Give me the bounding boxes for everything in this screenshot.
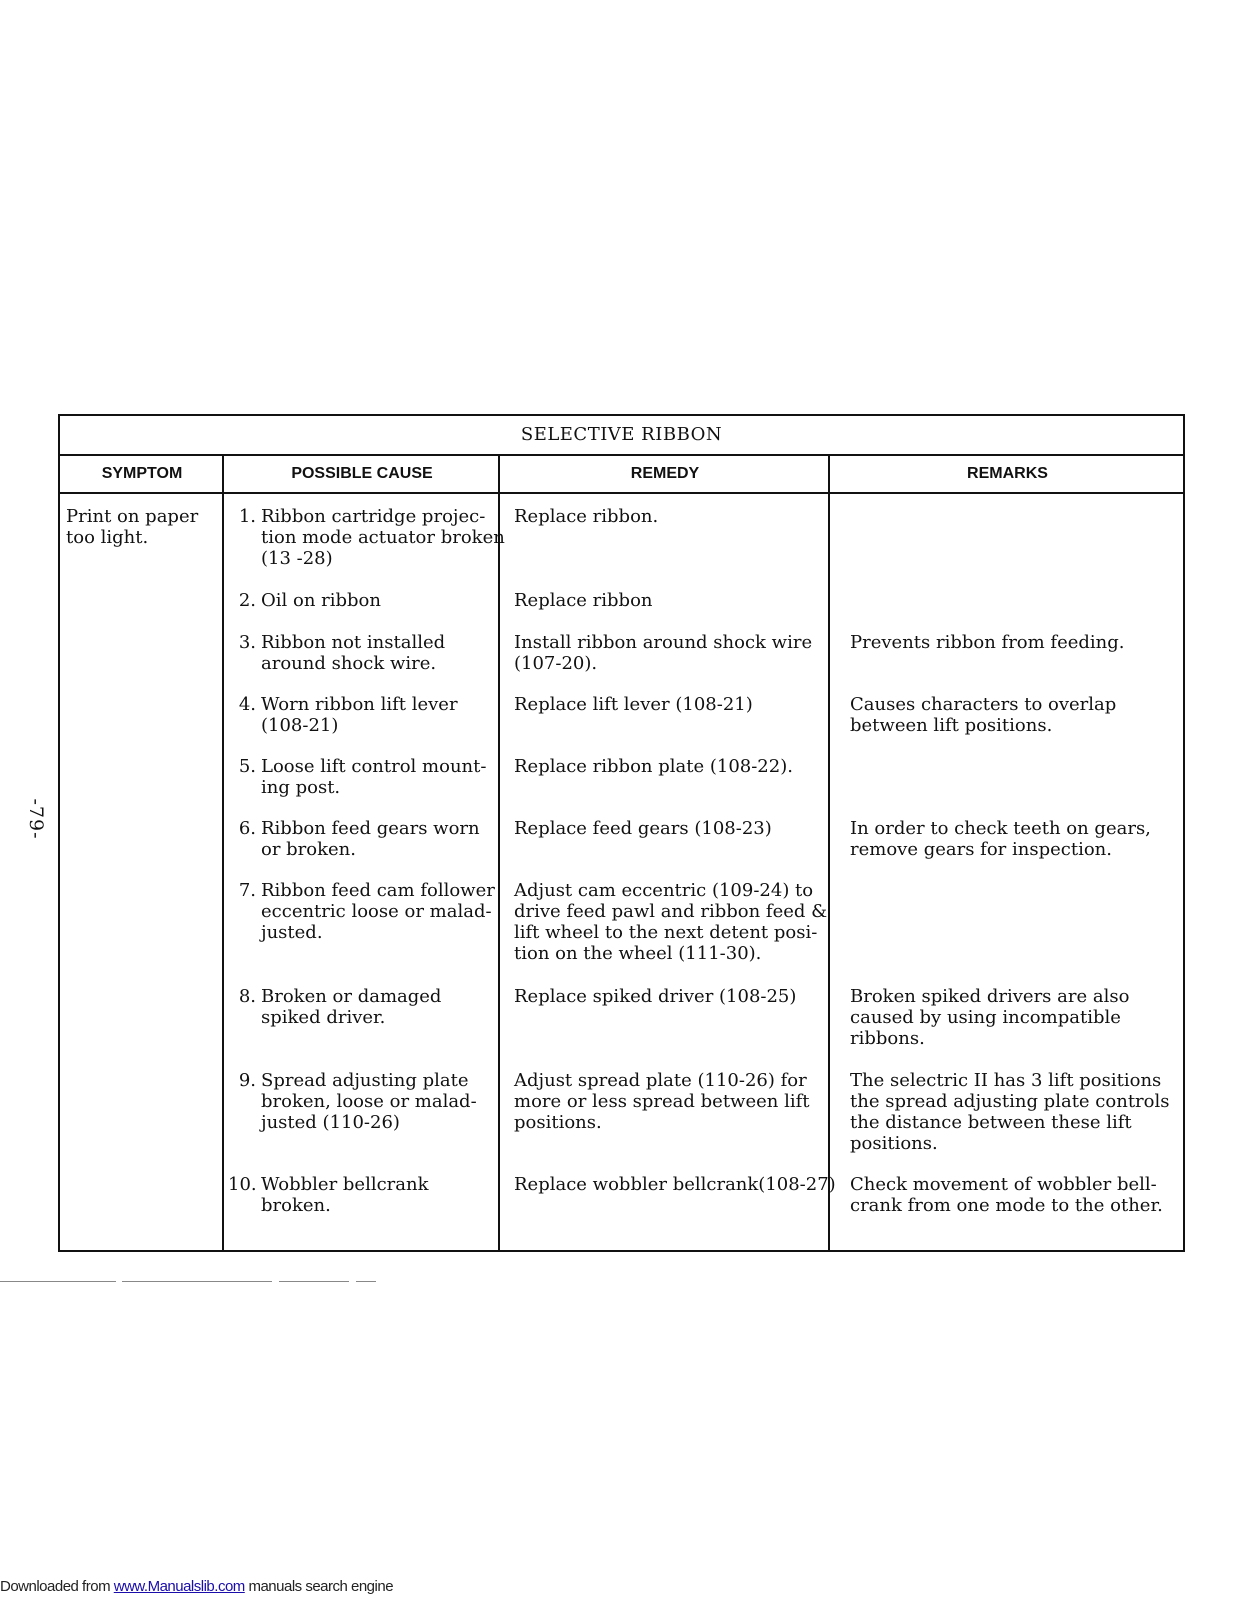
- cause-number: 1.: [238, 506, 256, 527]
- cause-line: Spread adjusting plate: [261, 1070, 469, 1091]
- cause-line: spiked driver.: [261, 1007, 386, 1028]
- remedy-cell: [514, 756, 849, 777]
- remedy-cell: [514, 1070, 849, 1133]
- remedy-line: Replace ribbon: [514, 590, 653, 611]
- cause-number: 6.: [238, 818, 256, 839]
- remark-line: ribbons.: [850, 1028, 925, 1049]
- cause-line: Broken or damaged: [261, 986, 442, 1007]
- remark-cell: [850, 986, 1185, 1049]
- remedy-line: positions.: [514, 1112, 602, 1133]
- remark-line: The selectric II has 3 lift positions: [850, 1070, 1162, 1091]
- cause-text: [261, 590, 511, 611]
- cause-line: broken.: [261, 1195, 331, 1216]
- remark-line: crank from one mode to the other.: [850, 1195, 1163, 1216]
- remedy-cell: [514, 694, 849, 715]
- cause-text: [261, 986, 511, 1028]
- cause-line: Ribbon not installed: [261, 632, 446, 653]
- troubleshooting-table: [58, 414, 1185, 1252]
- cause-text: [261, 756, 511, 798]
- remedy-line: tion on the wheel (111-30).: [514, 943, 762, 964]
- remedy-line: Replace spiked driver (108-25): [514, 986, 797, 1007]
- remark-line: Causes characters to overlap: [850, 694, 1117, 715]
- cause-number: 9.: [238, 1070, 256, 1091]
- remedy-line: Adjust cam eccentric (109-24) to: [514, 880, 814, 901]
- cause-line: Oil on ribbon: [261, 590, 381, 611]
- footer-rule: [122, 1281, 272, 1282]
- remark-line: In order to check teeth on gears,: [850, 818, 1151, 839]
- remedy-line: drive feed pawl and ribbon feed &: [514, 901, 828, 922]
- cause-line: ing post.: [261, 777, 341, 798]
- column-divider: [222, 454, 224, 1250]
- cause-number: 5.: [238, 756, 256, 777]
- cause-text: [261, 1174, 511, 1216]
- cause-line: eccentric loose or malad-: [261, 901, 492, 922]
- remark-line: Broken spiked drivers are also: [850, 986, 1130, 1007]
- cause-line: tion mode actuator broken: [261, 527, 505, 548]
- remark-line: between lift positions.: [850, 715, 1053, 736]
- footer-rule: [0, 1281, 116, 1282]
- header-symptom: SYMPTOM: [101, 465, 183, 482]
- remedy-line: (107-20).: [514, 653, 598, 674]
- remark-cell: [850, 818, 1185, 860]
- remark-cell: [850, 1174, 1185, 1216]
- footer-prefix: Downloaded from: [0, 1578, 114, 1595]
- remedy-line: more or less spread between lift: [514, 1091, 810, 1112]
- cause-line: or broken.: [261, 839, 357, 860]
- footer-suffix: manuals search engine: [244, 1578, 394, 1595]
- footer-rule: [356, 1281, 376, 1282]
- remark-cell: [850, 632, 1185, 653]
- header-row: [60, 454, 1183, 494]
- remedy-line: Install ribbon around shock wire: [514, 632, 813, 653]
- cause-line: Loose lift control mount-: [261, 756, 487, 777]
- cause-line: broken, loose or malad-: [261, 1091, 477, 1112]
- remark-line: caused by using incompatible: [850, 1007, 1121, 1028]
- remark-line: the distance between these lift: [850, 1112, 1132, 1133]
- manualslib-link[interactable]: www.Manualslib.com: [113, 1578, 245, 1595]
- cause-number: 8.: [238, 986, 256, 1007]
- remark-line: positions.: [850, 1133, 938, 1154]
- cause-line: (108-21): [261, 715, 339, 736]
- footer-rule: [279, 1281, 349, 1282]
- remedy-line: Replace lift lever (108-21): [514, 694, 753, 715]
- remedy-cell: [514, 986, 849, 1007]
- remedy-cell: [514, 880, 849, 964]
- table-title: SELECTIVE RIBBON: [60, 416, 1183, 456]
- cause-line: justed.: [261, 922, 323, 943]
- symptom-line: Print on paper: [66, 506, 199, 527]
- remedy-line: Replace ribbon plate (108-22).: [514, 756, 793, 777]
- header-remedy: REMEDY: [630, 465, 700, 482]
- cause-text: [261, 818, 511, 860]
- cause-number: 4.: [238, 694, 256, 715]
- symptom-cell: [66, 506, 226, 548]
- table-grid: [60, 454, 1183, 1250]
- remark-cell: [850, 1070, 1185, 1154]
- remedy-cell: [514, 1174, 849, 1195]
- remedy-line: Replace feed gears (108-23): [514, 818, 772, 839]
- remedy-cell: [514, 506, 849, 527]
- header-possible-cause: POSSIBLE CAUSE: [291, 465, 433, 482]
- remark-line: the spread adjusting plate controls: [850, 1091, 1170, 1112]
- cause-text: [261, 694, 511, 736]
- remedy-line: Adjust spread plate (110-26) for: [514, 1070, 807, 1091]
- cause-line: Ribbon feed cam follower: [261, 880, 495, 901]
- cause-line: justed (110-26): [261, 1112, 400, 1133]
- remark-line: Prevents ribbon from feeding.: [850, 632, 1125, 653]
- page-number: -79-: [25, 798, 47, 840]
- cause-line: (13 -28): [261, 548, 333, 569]
- cause-text: [261, 632, 511, 674]
- cause-line: Worn ribbon lift lever: [261, 694, 458, 715]
- cause-line: Ribbon cartridge projec-: [261, 506, 486, 527]
- cause-line: Wobbler bellcrank: [261, 1174, 429, 1195]
- remark-line: Check movement of wobbler bell-: [850, 1174, 1157, 1195]
- remedy-cell: [514, 632, 849, 674]
- cause-number: 7.: [238, 880, 256, 901]
- cause-number: 10.: [228, 1174, 257, 1195]
- cause-number: 3.: [238, 632, 256, 653]
- cause-number: 2.: [238, 590, 256, 611]
- remedy-cell: [514, 818, 849, 839]
- cause-line: around shock wire.: [261, 653, 437, 674]
- header-remarks: REMARKS: [967, 465, 1048, 482]
- footer: [0, 1578, 393, 1595]
- cause-line: Ribbon feed gears worn: [261, 818, 480, 839]
- remark-line: remove gears for inspection.: [850, 839, 1112, 860]
- symptom-line: too light.: [66, 527, 149, 548]
- remedy-cell: [514, 590, 849, 611]
- remark-cell: [850, 694, 1185, 736]
- remedy-line: Replace ribbon.: [514, 506, 659, 527]
- cause-text: [261, 506, 511, 569]
- cause-text: [261, 1070, 511, 1133]
- remedy-line: Replace wobbler bellcrank(108-27): [514, 1174, 836, 1195]
- cause-text: [261, 880, 511, 943]
- remedy-line: lift wheel to the next detent posi-: [514, 922, 818, 943]
